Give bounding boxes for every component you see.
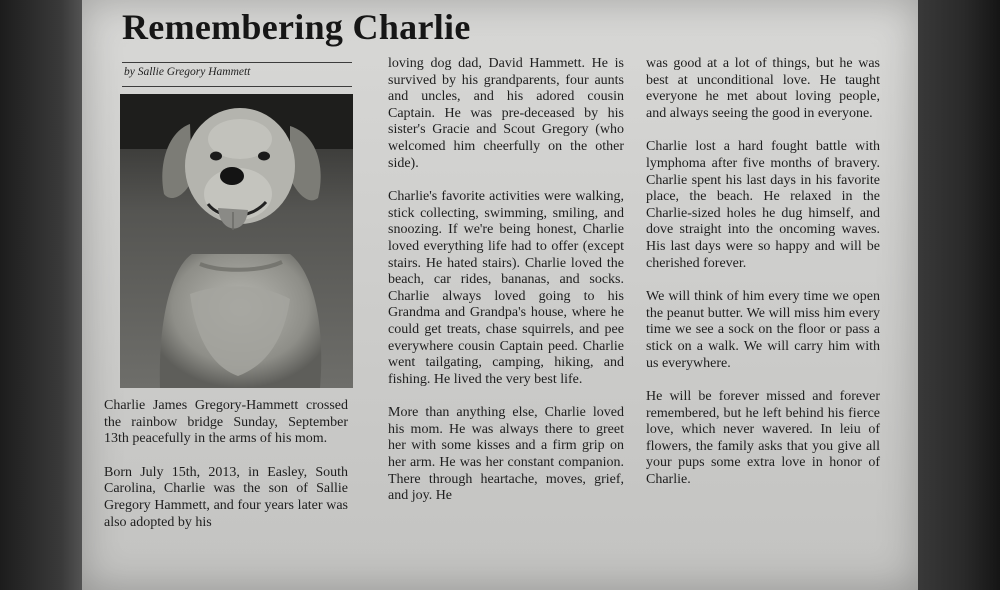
article-column-2 xyxy=(388,56,624,522)
byline-rule-top xyxy=(122,62,352,63)
article-title: Remembering Charlie xyxy=(122,7,471,47)
dog-photo xyxy=(120,94,353,388)
column-3-paragraph-2: Charlie lost a hard fought battle with lymphoma after five months of bravery. Charlie spent his last days in his favorite place, the beach. He relaxed in the Charlie-sized holes he dug himself, and dove straight into the oncoming waves. His last days were so happy and will be cherished forever. xyxy=(646,139,880,271)
column-2-paragraph-1: loving dog dad, David Hammett. He is survived by his grandparents, four aunts and uncles, and his adored cousin Captain. He was pre-deceased by his sister's Gracie and Scout Gregory (who welcomed him cheerfully on the other side). xyxy=(388,56,624,171)
byline-rule-bottom xyxy=(122,86,352,87)
column-2-paragraph-3: More than anything else, Charlie loved his mom. He was always there to greet her with some kisses and a firm grip on her arm. He was her constant companion. There through heartache, moves, grief, and joy. He xyxy=(388,405,624,504)
article-byline: by Sallie Gregory Hammett xyxy=(124,66,251,78)
column-2-paragraph-2: Charlie's favorite activities were walking, stick collecting, swimming, smiling, and snoozing. If we're being honest, Charlie loved everything life had to offer (except stairs. He hated stairs). Charlie loved the beach, car rides, bananas, and socks. Charlie always loved going to his Grandma and Grandpa's house, where he could get treats, chase squirrels, and pee everywhere cousin Captain peed. Charlie went tailgating, camping, hiking, and fishing. He lived the very best life. xyxy=(388,189,624,387)
article-column-3 xyxy=(646,56,880,506)
column-3-paragraph-3: We will think of him every time we open the peanut butter. We will miss him every time we see a sock on the floor or pass a stick on a walk. We will carry him with us everywhere. xyxy=(646,289,880,371)
golden-retriever-image xyxy=(120,94,353,388)
column-1-paragraph-1: Charlie James Gregory-Hammett crossed the rainbow bridge Sunday, September 13th peacefully in the arms of his mom. xyxy=(104,398,348,447)
column-3-paragraph-1: was good at a lot of things, but he was best at unconditional love. He taught everyone he met about loving people, and always seeing the good in everyone. xyxy=(646,56,880,121)
newspaper-page xyxy=(82,0,918,590)
background-right xyxy=(908,0,1000,590)
article-column-1 xyxy=(104,398,348,548)
background-left xyxy=(0,0,88,590)
column-3-paragraph-4: He will be forever missed and forever remembered, but he left behind his fierce love, which never wavered. In leiu of flowers, the family asks that you give all your pups some extra love in honor of Charlie. xyxy=(646,389,880,488)
column-1-paragraph-2: Born July 15th, 2013, in Easley, South Carolina, Charlie was the son of Sallie Gregory Hammett, and four years later was also adopted by his xyxy=(104,464,348,530)
